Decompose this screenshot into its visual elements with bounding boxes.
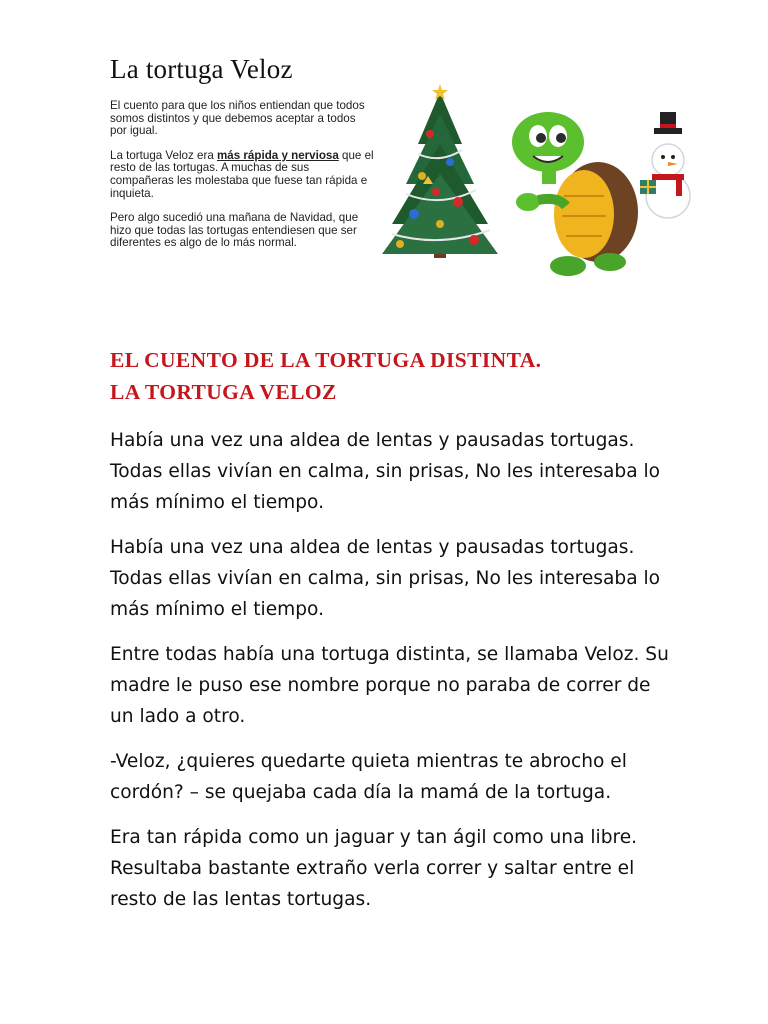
heading-line-1: EL CUENTO DE LA TORTUGA DISTINTA.	[110, 348, 542, 372]
turtle-illustration	[512, 112, 638, 276]
snowman-illustration	[640, 112, 690, 218]
intro-paragraph-3: Pero algo sucedió una mañana de Navidad, que hizo que todas las tortugas entendiesen que ser diferentes es algo de lo más normal.	[110, 211, 359, 250]
heading-line-2: LA TORTUGA VELOZ	[110, 380, 337, 404]
story-heading	[110, 344, 670, 408]
christmas-tree-illustration	[382, 84, 498, 258]
intro-p2-start: La tortuga Veloz era	[110, 148, 217, 162]
page-title: La tortuga Veloz	[110, 54, 293, 84]
story-body	[110, 425, 670, 929]
intro-p2-emphasis: más rápida y nerviosa	[217, 148, 339, 162]
intro-block	[110, 100, 375, 262]
story-paragraph: Entre todas había una tortuga distinta, se llamaba Veloz. Su madre le puso ese nombre porque no paraba de correr de un lado a otro.	[110, 644, 669, 727]
intro-paragraph-1: El cuento para que los niños entiendan que todos somos distintos y que debemos aceptar a todos por igual.	[110, 99, 365, 138]
story-paragraph: -Veloz, ¿quieres quedarte quieta mientras te abrocho el cordón? – se quejaba cada día la mamá de la tortuga.	[110, 751, 627, 803]
intro-paragraph-2	[110, 150, 375, 200]
illustration-group	[378, 84, 708, 294]
intro-p2-end: que el resto de las tortugas. A muchas de sus compañeras les molestaba que fuese tan rápida e inquieta.	[110, 148, 374, 200]
story-paragraph: Era tan rápida como un jaguar y tan ágil como una libre. Resultaba bastante extraño verla correr y saltar entre el resto de las lentas tortugas.	[110, 827, 638, 910]
story-paragraph: Había una vez una aldea de lentas y pausadas tortugas. Todas ellas vivían en calma, sin prisas, No les interesaba lo más mínimo el tiempo.	[110, 537, 661, 620]
story-paragraph: Había una vez una aldea de lentas y pausadas tortugas. Todas ellas vivían en calma, sin prisas, No les interesaba lo más mínimo el tiempo.	[110, 430, 661, 513]
